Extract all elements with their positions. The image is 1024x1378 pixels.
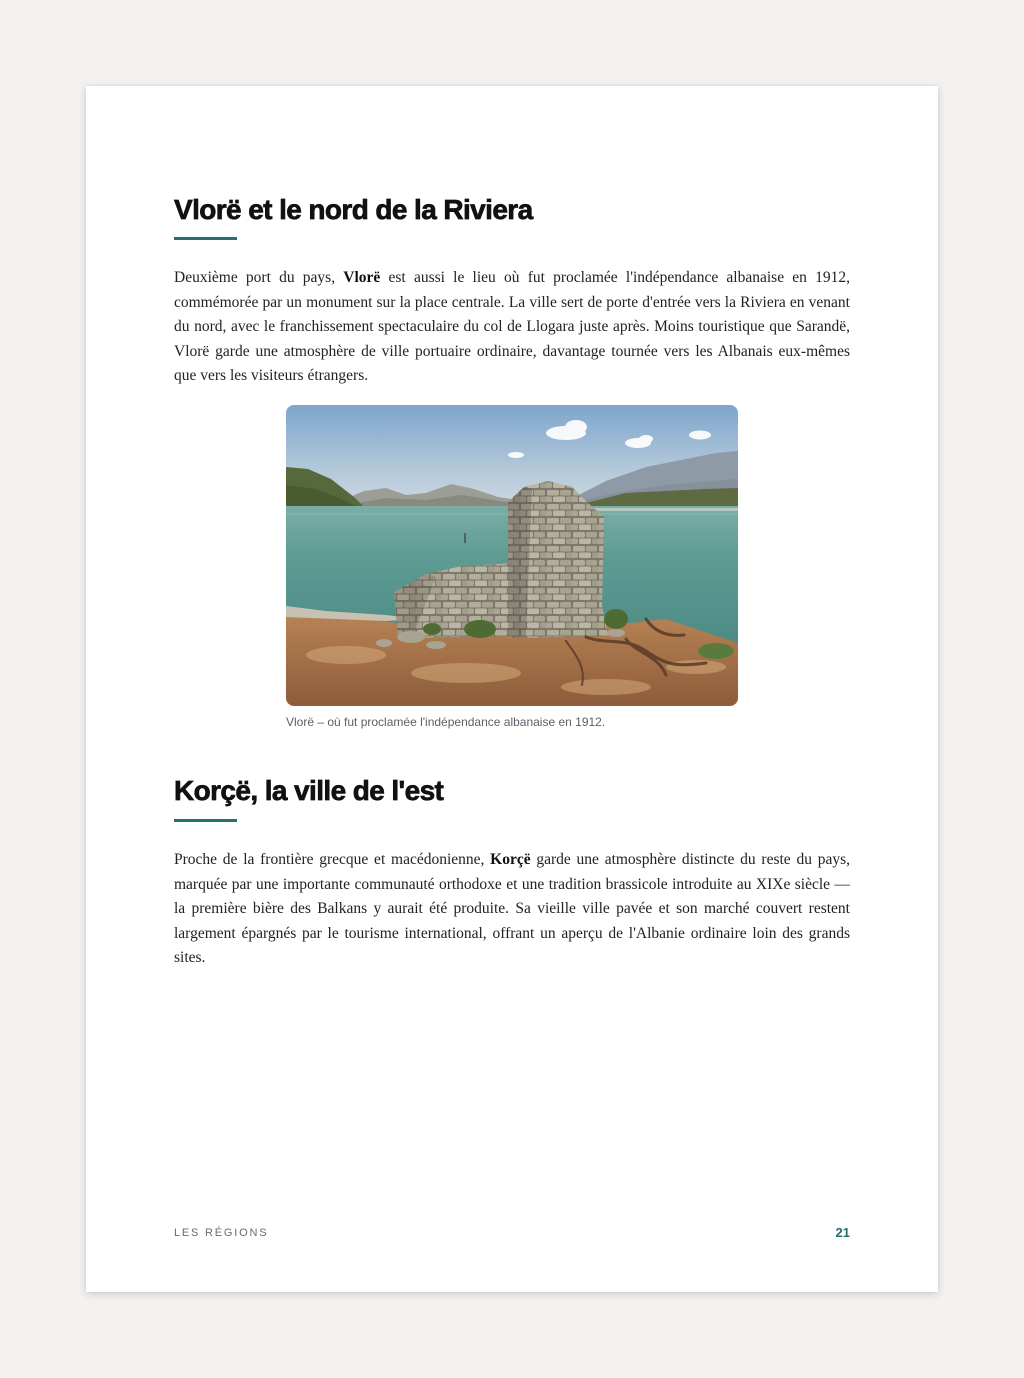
paragraph-text: Deuxième port du pays, (174, 269, 344, 286)
section-title-vlore: Vlorë et le nord de la Riviera (174, 194, 533, 225)
photo-vlore-ruins (286, 405, 738, 706)
paragraph-vlore (174, 266, 850, 389)
page-number: 21 (835, 1225, 850, 1240)
place-name-bold: Korçë (490, 851, 531, 868)
document-page (86, 86, 938, 1292)
paragraph-korce (174, 848, 850, 971)
figure-caption: Vlorë – où fut proclamée l'indépendance albanaise en 1912. (286, 715, 606, 729)
section-title-korce: Korçë, la ville de l'est (174, 775, 444, 806)
title-underline (174, 237, 237, 240)
paragraph-text: est aussi le lieu où fut proclamée l'indépendance albanaise en 1912, commémorée par un monument sur la place centrale. La ville sert de porte d'entrée vers la Riviera en venant du nord, avec le franchissement spectaculaire du col de Llogara juste après. Moins touristique que Sarandë, Vlorë garde une atmosphère de ville portuaire ordinaire, davantage tournée vers les Albanais eux-mêmes que vers les visiteurs étrangers. (174, 269, 850, 384)
paragraph-text: garde une atmosphère distincte du reste du pays, marquée par une importante communauté orthodoxe et une tradition brassicole introduite au XIXe siècle — la première bière des Balkans y aurait été produite. Sa vieille ville pavée et son marché couvert restent largement épargnés par le tourisme international, offrant un aperçu de l'Albanie ordinaire loin des grands sites. (174, 851, 850, 966)
paragraph-text: Proche de la frontière grecque et macédonienne, (174, 851, 491, 868)
place-name-bold: Vlorë (343, 269, 381, 286)
running-footer-section: LES RÉGIONS (174, 1227, 269, 1239)
title-underline (174, 819, 237, 822)
